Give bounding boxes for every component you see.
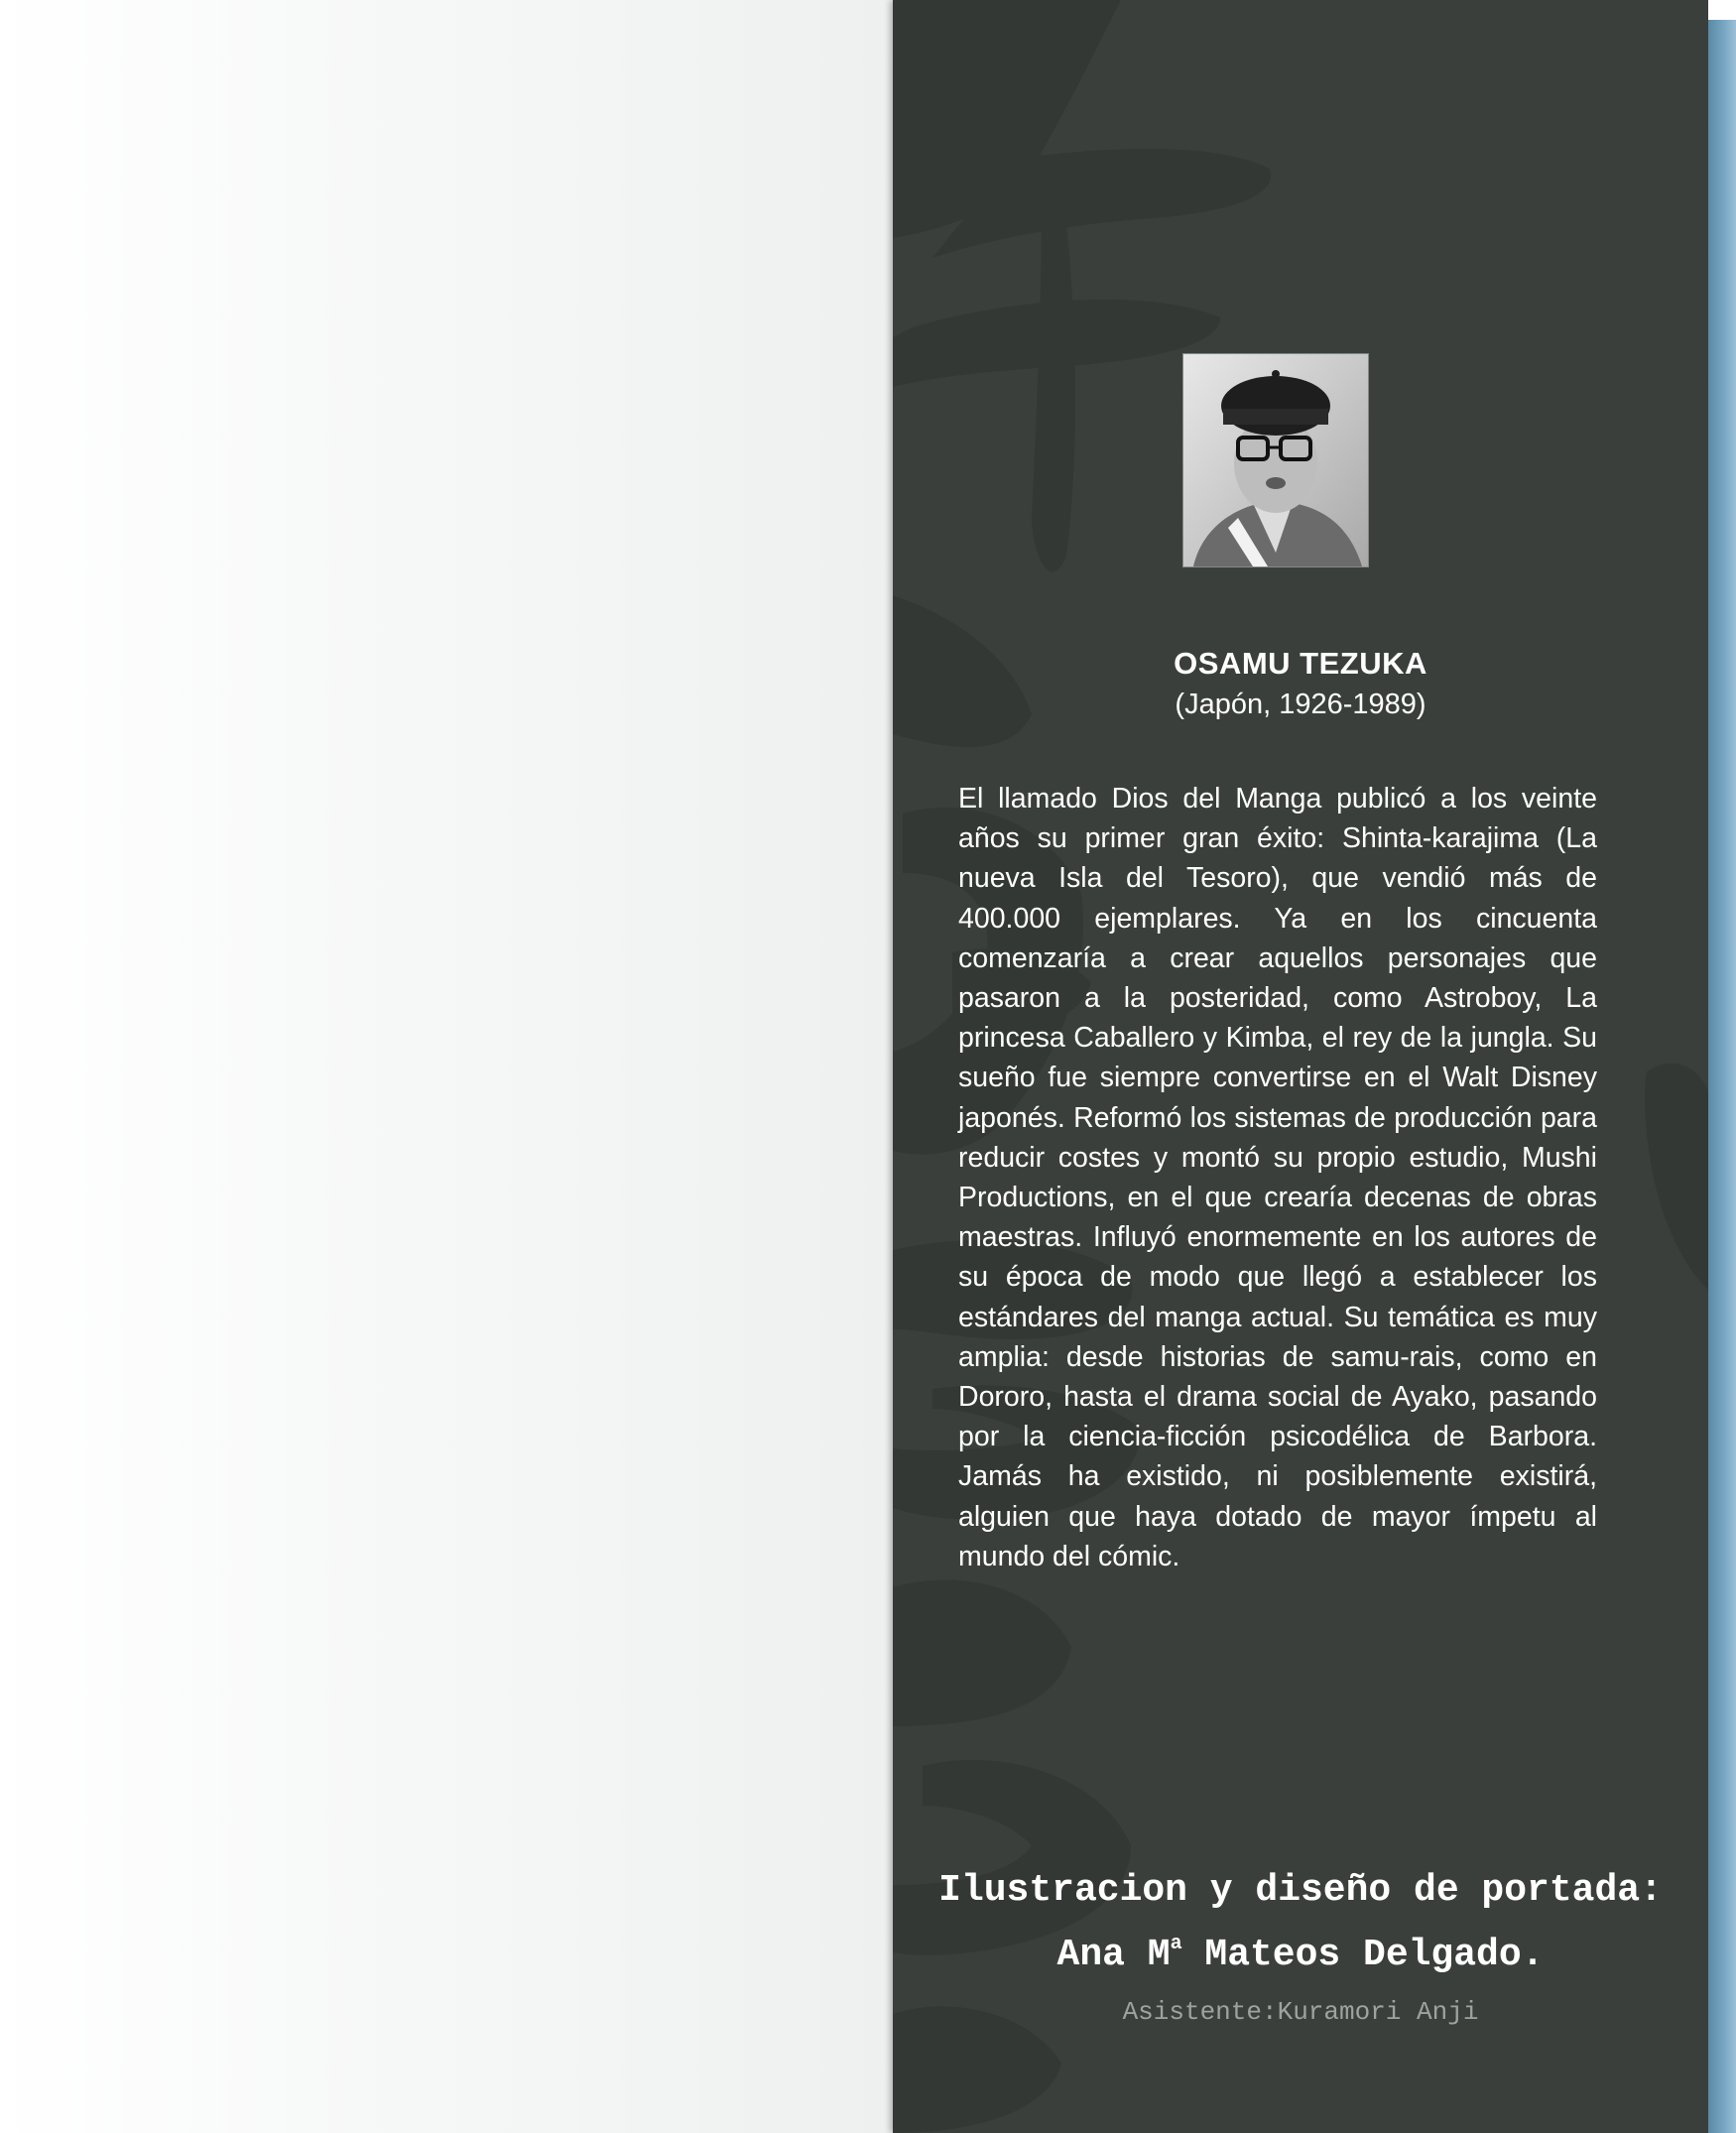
author-photo-image — [1183, 354, 1368, 566]
author-biography: El llamado Dios del Manga publicó a los veinte años su primer gran éxito: Shinta-karajima (La nueva Isla del Tesoro), que vendió más de 400.000 ejemplares. Ya en los cincuenta comenzaría a crear aquellos personajes que pasaron a la posteridad, como Astroboy, La princesa Caballero y Kimba, el rey de la jungla. Su sueño fue siempre convertirse en el Walt Disney japonés. Reformó los sistemas de producción para reducir costes y montó su propio estudio, Mushi Productions, en el que crearía decenas de obras maestras. Influyó enormemente en los autores de su época de modo que llegó a establecer los estándares del manga actual. Su temática es muy amplia: desde historias de samu-rais, como en Dororo, hasta el drama social de Ayako, pasando por la ciencia-ficción psicodélica de Barbora. Jamás ha existido, ni posiblemente existirá, alguien que haya dotado de mayor ímpetu al mundo del cómic. — [958, 783, 1597, 1572]
assistant-credit: Asistente:Kuramori Anji — [1122, 1997, 1479, 2027]
credit-name-superscript: a — [1170, 1933, 1182, 1955]
cover-credit-title: Ilustracion y diseño de portada: — [938, 1869, 1663, 1912]
cover-credit-name — [893, 1933, 1708, 1976]
author-dates: (Japón, 1926-1989) — [1175, 689, 1426, 720]
credit-name-suffix: Mateos Delgado. — [1181, 1934, 1545, 1976]
author-name: OSAMU TEZUKA — [1174, 646, 1427, 681]
credit-name-prefix: Ana M — [1056, 1934, 1171, 1976]
blue-page-edge — [1708, 20, 1736, 2133]
author-portrait — [1182, 353, 1369, 567]
page-edge-top — [1708, 0, 1736, 20]
back-cover-flap — [893, 0, 1708, 2133]
